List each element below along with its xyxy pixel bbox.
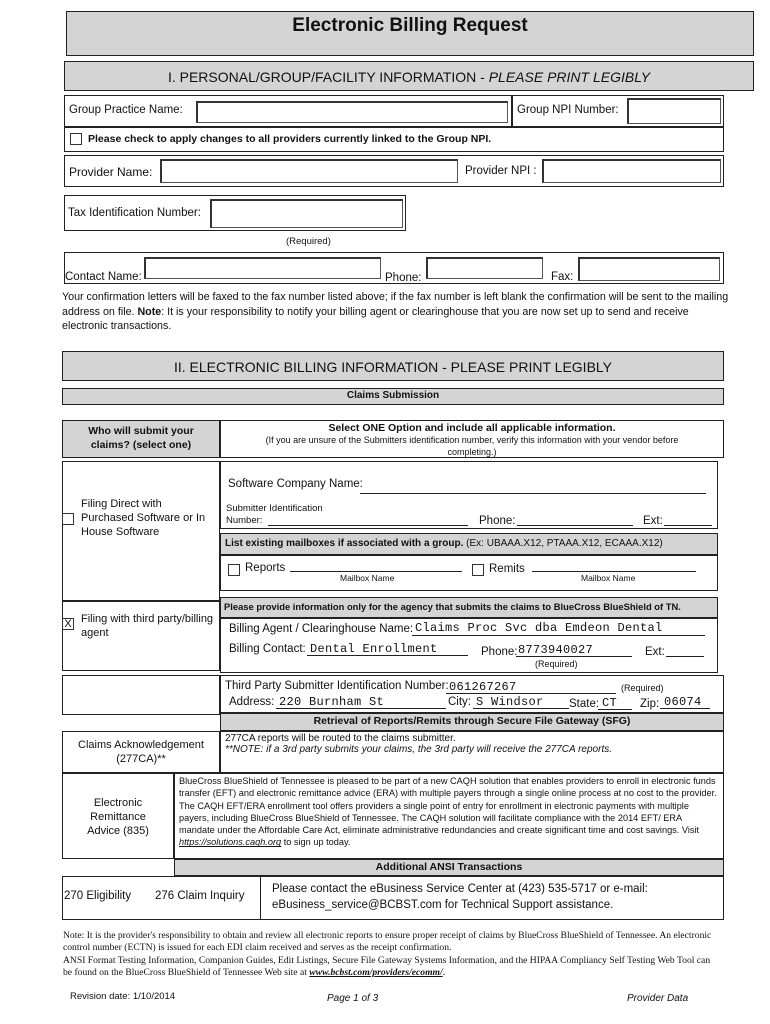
section2-title: II. ELECTRONIC BILLING INFORMATION - PLEASE PRINT LEGIBLY: [174, 359, 612, 375]
billing-phone-required: (Required): [535, 659, 578, 669]
group-npi-label: Group NPI Number:: [517, 104, 619, 116]
billing-phone-label: Phone:: [481, 646, 518, 658]
tax-id-field[interactable]: [210, 199, 403, 228]
reports-checkbox[interactable]: [228, 564, 240, 576]
section1-title: I. PERSONAL/GROUP/FACILITY INFORMATION - PLEASE PRINT LEGIBLY: [167, 69, 651, 85]
title-box: [66, 11, 754, 56]
ansi-bar: [174, 859, 724, 876]
claim-inquiry-label: 276 Claim Inquiry: [155, 890, 245, 902]
claims-ack-box: [62, 731, 220, 773]
era-label: Electronic Remittance Advice (835): [87, 797, 149, 837]
reports-mailbox-name: Mailbox Name: [340, 573, 395, 583]
claims-ack-text2: **NOTE: if a 3rd party submits your claims, the 3rd party will receive the 277CA reports.: [225, 744, 612, 755]
billing-agent-value: Claims Proc Svc dba Emdeon Dental: [415, 621, 663, 635]
claims-ack-text1: 277CA reports will be routed to the claims submitter.: [225, 733, 456, 744]
era-text-box: [174, 773, 724, 859]
submitter-id-label: Submitter Identification Number:: [226, 503, 323, 526]
third-party-note: Please provide information only for the agency that submits the claims to BlueCross BlueShield of TN.: [224, 601, 681, 612]
zip-value: 06074: [664, 695, 702, 709]
group-npi-field[interactable]: [627, 98, 721, 124]
group-practice-name-field[interactable]: [196, 101, 508, 123]
provider-name-label: Provider Name:: [69, 165, 153, 179]
billing-ext-label: Ext:: [645, 646, 665, 658]
page-number: Page 1 of 3: [327, 993, 379, 1004]
software-company-line[interactable]: [360, 480, 706, 494]
eligibility-label: 270 Eligibility: [64, 890, 132, 902]
filing-direct-label: Filing Direct with Purchased Software or In House Software: [81, 498, 206, 538]
filing-third-party-label: Filing with third party/billing agent: [81, 613, 214, 639]
claims-ack-label: Claims Acknowledgement (277CA)**: [78, 739, 204, 765]
reports-mailbox-line[interactable]: [290, 560, 462, 572]
reports-label: Reports: [245, 562, 286, 574]
tp-submitter-value: 061267267: [449, 680, 517, 694]
tp-submitter-label: Third Party Submitter Identification Number:: [225, 680, 449, 692]
remits-mailbox-line[interactable]: [532, 560, 696, 572]
third-party-spacer: [62, 675, 220, 715]
software-company-label: Software Company Name:: [228, 478, 363, 490]
billing-agent-label: Billing Agent / Clearinghouse Name:: [229, 623, 414, 635]
select-one-note: (If you are unsure of the Submitters identification number, verify this information with your vendor before completing.): [265, 435, 679, 457]
ansi-heading: Additional ANSI Transactions: [375, 861, 523, 873]
footer-note-2: ANSI Format Testing Information, Companion Guides, Edit Listings, Secure File Gateway Systems Information, and the HIPAA Compliancy Self Testing Web Tool can be found on the BlueCross BlueShield of Tennessee Web site at www.bcbst.com/providers/ecomm/.: [63, 955, 711, 978]
billing-phone-value: 8773940027: [518, 643, 594, 657]
tax-id-required: (Required): [286, 236, 331, 247]
provider-npi-label: Provider NPI :: [465, 165, 537, 177]
mailboxes-label: List existing mailboxes if associated with a group. (Ex: UBAAA.X12, PTAAA.X12, ECAAA.X12): [225, 538, 663, 549]
submitter-ext-line[interactable]: [664, 514, 712, 526]
mailboxes-bar: [220, 533, 718, 555]
remits-label: Remits: [489, 563, 525, 575]
confirmation-notice: Your confirmation letters will be faxed to the fax number listed above; if the fax number is left blank the confirmation will be sent to the mailing address on file. Note: It is your responsibility to notify your billing agent or clearinghouse that you are now set up to send and receive electronic transactions.: [62, 291, 729, 332]
select-one-box: [220, 420, 724, 458]
who-submit-box: [62, 420, 220, 458]
era-link[interactable]: https://solutions.caqh.org: [179, 837, 282, 848]
group-practice-name-label: Group Practice Name:: [69, 104, 183, 116]
contact-name-field[interactable]: [144, 257, 381, 279]
contact-fax-label: Fax:: [551, 271, 574, 283]
section1-header: [64, 61, 754, 91]
contact-info: Please contact the eBusiness Service Center at (423) 535-5717 or e-mail: eBusiness_service@BCBST.com for Technical Support assistance.: [272, 883, 648, 911]
tax-id-label: Tax Identification Number:: [68, 207, 201, 219]
claims-submission-bar: [62, 388, 724, 405]
city-label: City:: [448, 696, 471, 708]
filing-third-party-checkbox[interactable]: [62, 618, 74, 630]
submitter-id-line[interactable]: [268, 514, 468, 526]
ansi-divider: [260, 876, 261, 920]
era-label-box: [62, 773, 174, 859]
provider-data-label: Provider Data: [627, 993, 689, 1004]
provider-npi-field[interactable]: [542, 159, 721, 183]
remits-mailbox-name: Mailbox Name: [581, 573, 636, 583]
page-title: Electronic Billing Request: [292, 15, 528, 36]
city-value: S Windsor: [476, 695, 544, 709]
submitter-ext-label: Ext:: [643, 515, 663, 527]
contact-phone-label: Phone:: [385, 272, 422, 284]
submitter-phone-label: Phone:: [479, 515, 516, 527]
retrieval-bar: [220, 713, 724, 731]
who-submit-label: Who will submit your claims? (select one): [88, 425, 194, 451]
state-label: State:: [569, 698, 600, 710]
filing-direct-checkbox[interactable]: [62, 513, 74, 525]
state-value: CT: [602, 696, 618, 710]
contact-fax-field[interactable]: [578, 257, 720, 281]
contact-phone-field[interactable]: [426, 257, 543, 279]
ecomm-link[interactable]: www.bcbst.com/providers/ecomm/: [309, 967, 443, 978]
contact-name-label: Contact Name:: [65, 271, 142, 283]
billing-ext-line[interactable]: [666, 643, 704, 657]
retrieval-heading: Retrieval of Reports/Remits through Secure File Gateway (SFG): [313, 715, 631, 727]
apply-changes-checkbox[interactable]: [70, 133, 82, 145]
tp-submitter-required: (Required): [621, 683, 664, 693]
footer-note-1: Note: It is the provider's responsibility to obtain and review all electronic reports to ensure proper receipt of claims by BlueCross BlueShield of Tennessee. An electronic control number (ECTN) is issued for each EDI claim received and serves as the receipt confirmation.: [63, 930, 712, 953]
billing-contact-value: Dental Enrollment: [310, 642, 438, 656]
section2-header: [62, 351, 724, 381]
address-value: 220 Burnham St: [279, 695, 385, 709]
address-label: Address:: [229, 696, 275, 708]
submitter-phone-line[interactable]: [517, 514, 633, 526]
remits-checkbox[interactable]: [472, 564, 484, 576]
claims-submission-title: Claims Submission: [346, 390, 440, 401]
billing-contact-label: Billing Contact:: [229, 643, 306, 655]
apply-changes-label: Please check to apply changes to all providers currently linked to the Group NPI.: [88, 133, 492, 145]
era-text: BlueCross BlueShield of Tennessee is pleased to be part of a new CAQH solution that enables providers to enroll in electronic funds transfer (EFT) and electronic remittance advice (ERA) with multiple payers through a single online process at no cost to the provider. The CAQH EFT/ERA enrollment tool offers providers a single point of entry for enrollment in electronic payments with multiple payers, including BlueCross BlueShield of Tennessee. The CAQH solution will facilitate compliance with the 2014 EFT/ ERA mandate under the Affordable Care Act, eliminate administrative redundancies and create significant time and cost savings. Visit https://solutions.caqh.org to sign up today.: [179, 776, 717, 848]
revision-date: Revision date: 1/10/2014: [70, 991, 176, 1002]
provider-name-field[interactable]: [160, 159, 458, 183]
select-one-label: Select ONE Option and include all applicable information.: [328, 422, 616, 434]
claims-ack-text-box: [220, 731, 724, 773]
zip-label: Zip:: [640, 698, 660, 710]
filing-third-party-checkmark: X: [64, 618, 72, 630]
third-party-note-bar: [220, 597, 718, 618]
